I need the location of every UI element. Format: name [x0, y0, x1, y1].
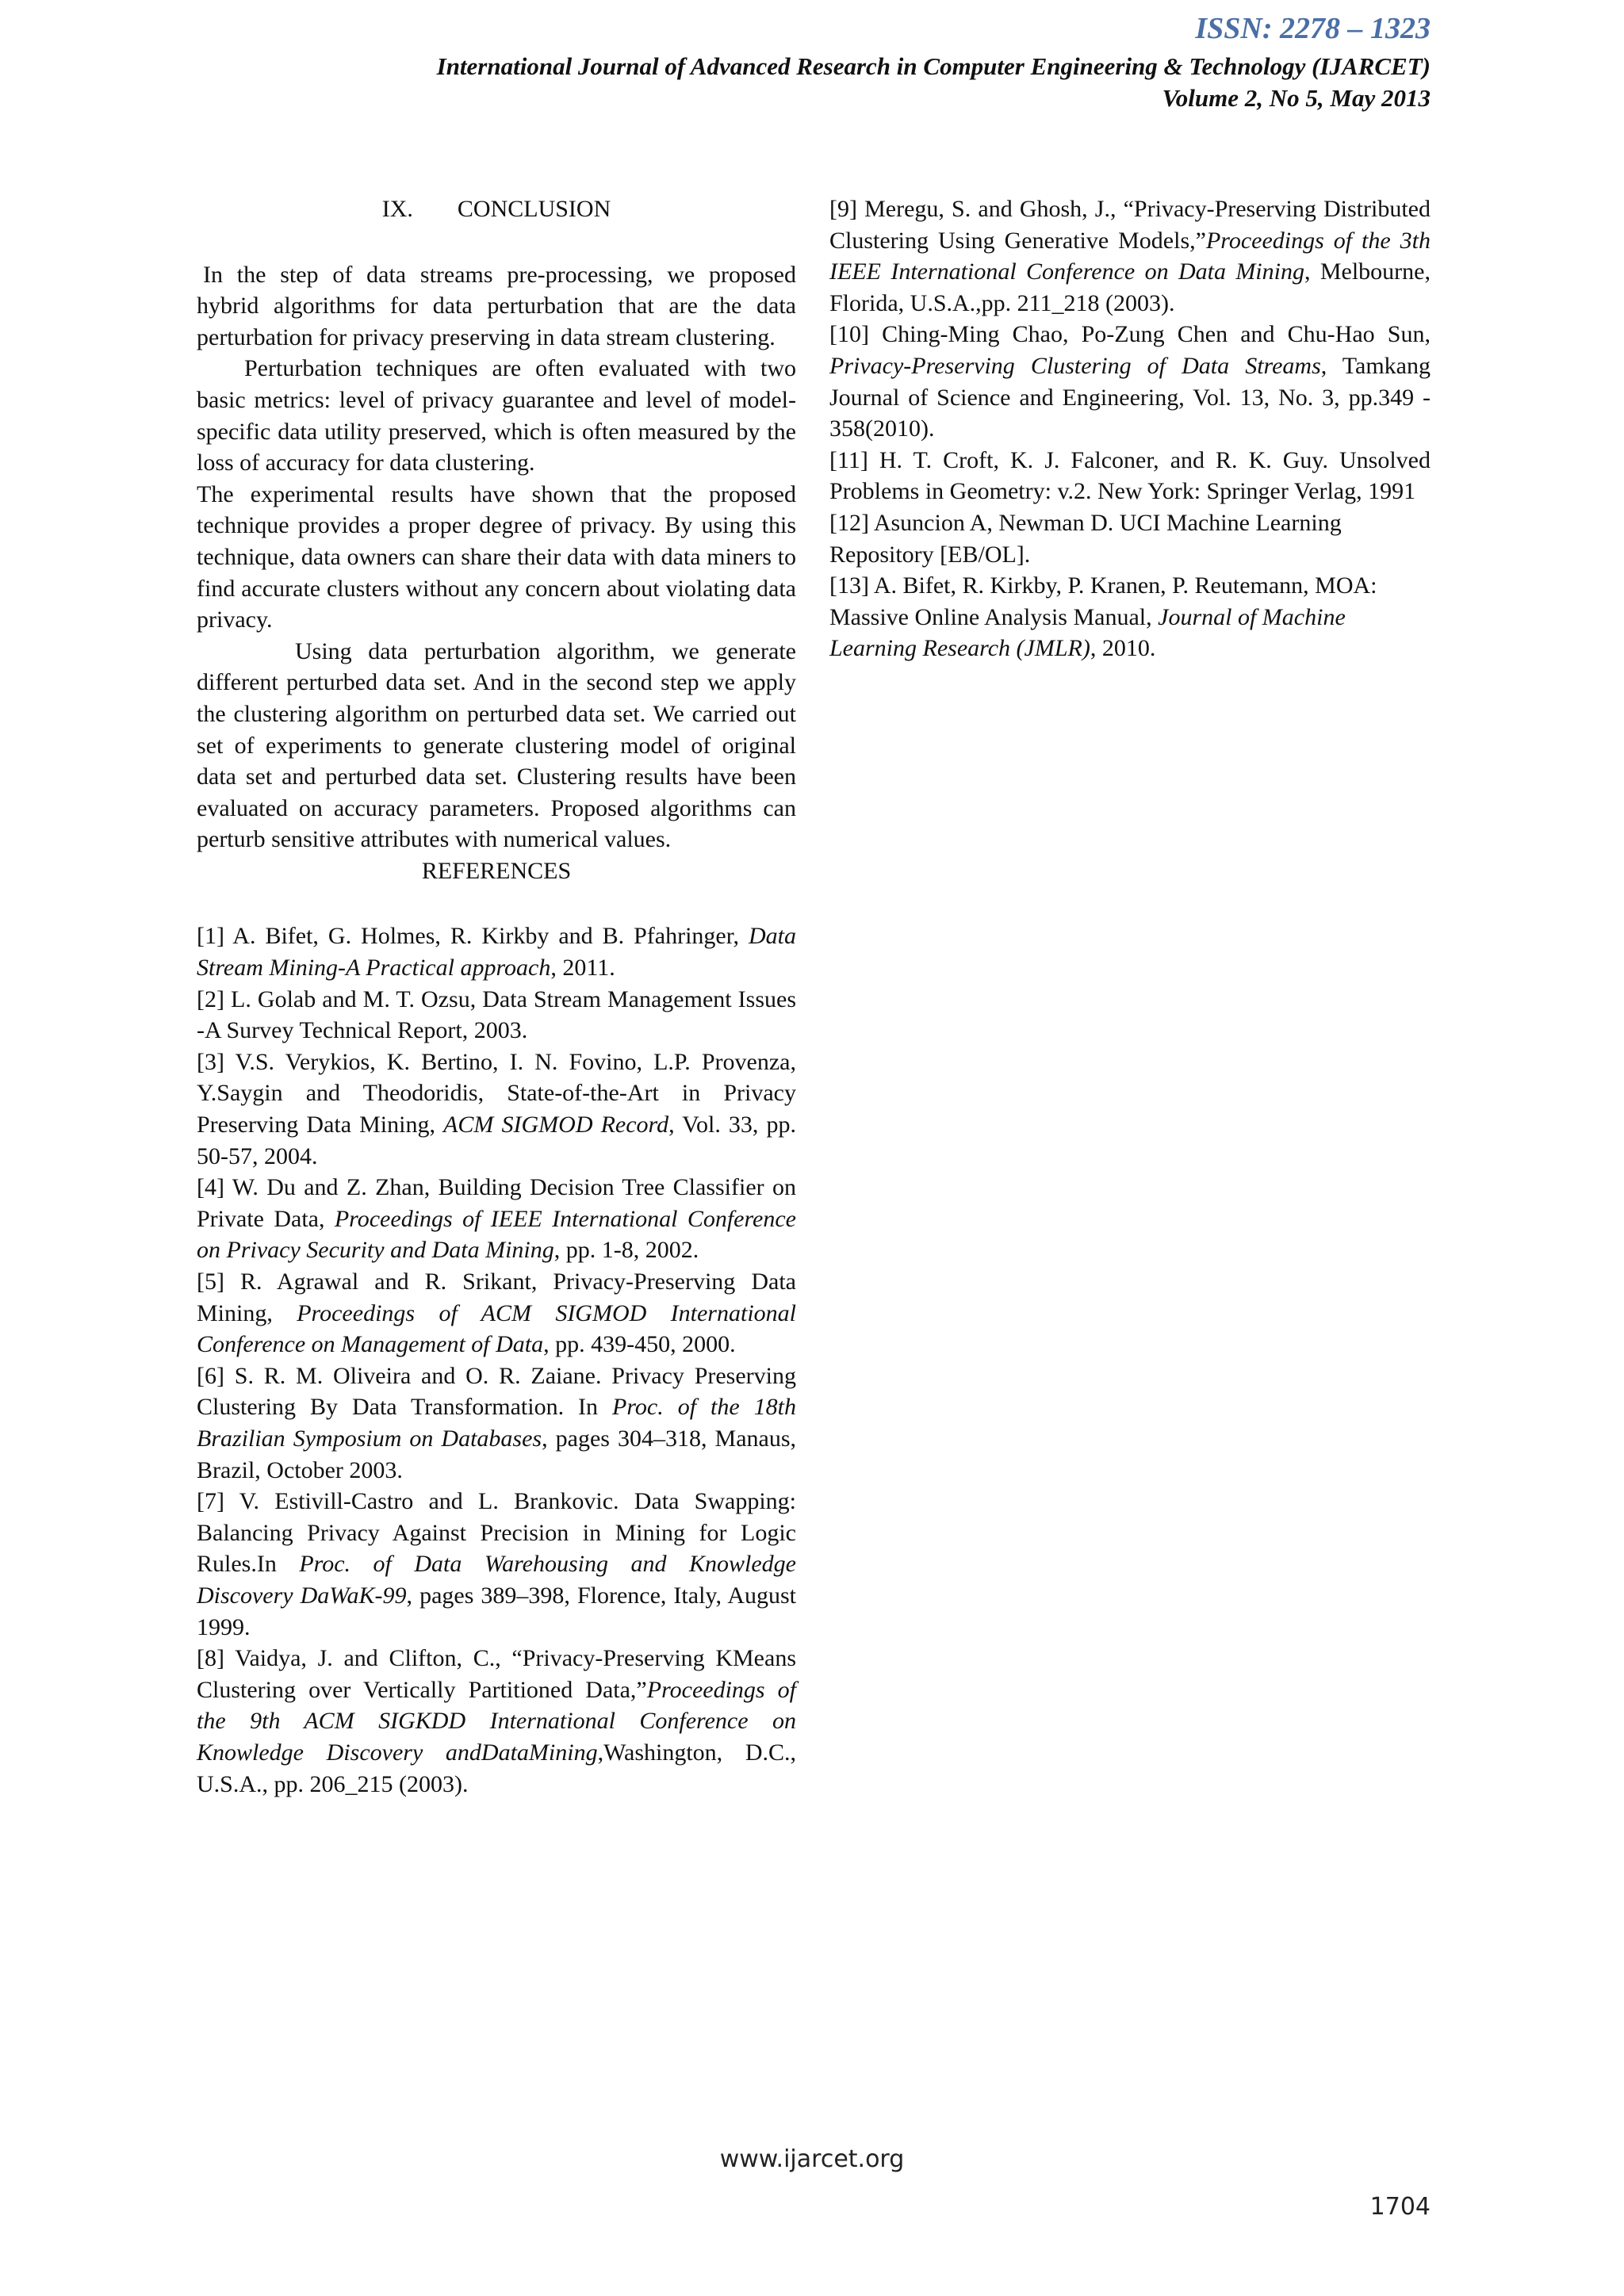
reference-13: [13] A. Bifet, R. Kirkby, P. Kranen, P. Reutemann, MOA: Massive Online Analysis Manual, Journal of Machine Learning Research (JMLR), 2010. [829, 572, 1377, 662]
reference-11: [11] H. T. Croft, K. J. Falconer, and R. K. Guy. Unsolved Problems in Geometry: v.2. New York: Springer Verlag, 1991 [829, 446, 1431, 505]
reference-4: [4] W. Du and Z. Zhan, Building Decision Tree Classifier on Private Data, Proceedings of IEEE International Conference on Privacy Security and Data Mining, pp. 1-8, 2002. [197, 1174, 796, 1264]
conclusion-paragraph-4: Using data perturbation algorithm, we generate different perturbed data set. And in the second step we apply the clustering algorithm on perturbed data set. We carried out set of experiments to generate clustering model of original data set and perturbed data set. Clustering results have been evaluated on accuracy parameters. Proposed algorithms can perturb sensitive attributes with numerical values. [197, 637, 796, 853]
conclusion-paragraph-3: The experimental results have shown that the proposed technique provides a proper degree of privacy. By using this technique, data owners can share their data with data miners to find accurate clusters without any concern about violating data privacy. [197, 480, 796, 633]
reference-8: [8] Vaidya, J. and Clifton, C., “Privacy-Preserving KMeans Clustering over Vertically Partitioned Data,”Proceedings of the 9th ACM SIGKDD International Conference on Knowledge Discovery andDataMining,Washington, D.C., U.S.A., pp. 206_215 (2003). [197, 1645, 797, 1797]
section-number: IX. [381, 196, 413, 222]
conclusion-paragraph-2: Perturbation techniques are often evaluated with two basic metrics: level of privacy guarantee and level of model-specific data utility preserved, which is often measured by the loss of accuracy for data clustering. [197, 355, 796, 476]
left-column [197, 193, 796, 1800]
reference-3: [3] V.S. Verykios, K. Bertino, I. N. Fovino, L.P. Provenza, Y.Saygin and Theodoridis, State-of-the-Art in Privacy Preserving Data Mining, ACM SIGMOD Record, Vol. 33, pp. 50-57, 2004. [197, 1048, 797, 1169]
references-heading: REFERENCES [421, 857, 572, 884]
reference-12: [12] Asuncion A, Newman D. UCI Machine Learning Repository [EB/OL]. [829, 509, 1342, 568]
conclusion-paragraph-1: In the step of data streams pre-processing, we proposed hybrid algorithms for data perturbation that are the data perturbation for privacy preserving in data stream clustering. [197, 261, 796, 350]
page-number: 1704 [1369, 2193, 1431, 2221]
reference-7: [7] V. Estivill-Castro and L. Brankovic. Data Swapping: Balancing Privacy Against Precision in Mining for Logic Rules.In Proc. of Data Warehousing and Knowledge Discovery DaWaK-99, pages 389–398, Florence, Italy, August 1999. [197, 1488, 796, 1640]
reference-6: [6] S. R. M. Oliveira and O. R. Zaiane. Privacy Preserving Clustering By Data Transformation. In Proc. of the 18th Brazilian Symposium on Databases, pages 304–318, Manaus, Brazil, October 2003. [197, 1362, 796, 1483]
conclusion-heading [197, 193, 796, 225]
right-column [829, 193, 1431, 664]
reference-9: [9] Meregu, S. and Ghosh, J., “Privacy-Preserving Distributed Clustering Using Generative Models,”Proceedings of the 3th IEEE International Conference on Data Mining, Melbourne, Florida, U.S.A.,pp. 211_218 (2003). [829, 196, 1431, 316]
issn-header: ISSN: 2278 – 1323 [1195, 12, 1431, 45]
reference-2: [2] L. Golab and M. T. Ozsu, Data Stream Management Issues -A Survey Technical Report, 2003. [197, 985, 796, 1044]
reference-5: [5] R. Agrawal and R. Srikant, Privacy-Preserving Data Mining, Proceedings of ACM SIGMOD International Conference on Management of Data, pp. 439-450, 2000. [197, 1269, 796, 1358]
journal-volume: Volume 2, No 5, May 2013 [1162, 84, 1431, 112]
reference-10: [10] Ching-Ming Chao, Po-Zung Chen and Chu-Hao Sun, Privacy-Preserving Clustering of Data Streams, Tamkang Journal of Science and Engineering, Vol. 13, No. 3, pp.349 - 358(2010). [829, 321, 1431, 442]
journal-header [437, 51, 1431, 114]
section-title: CONCLUSION [457, 196, 611, 222]
footer-url: www.ijarcet.org [719, 2145, 905, 2173]
journal-title: International Journal of Advanced Research in Computer Engineering & Technology (IJARCET) [436, 52, 1431, 80]
reference-1: [1] A. Bifet, G. Holmes, R. Kirkby and B. Pfahringer, Data Stream Mining-A Practical approach, 2011. [197, 923, 796, 982]
